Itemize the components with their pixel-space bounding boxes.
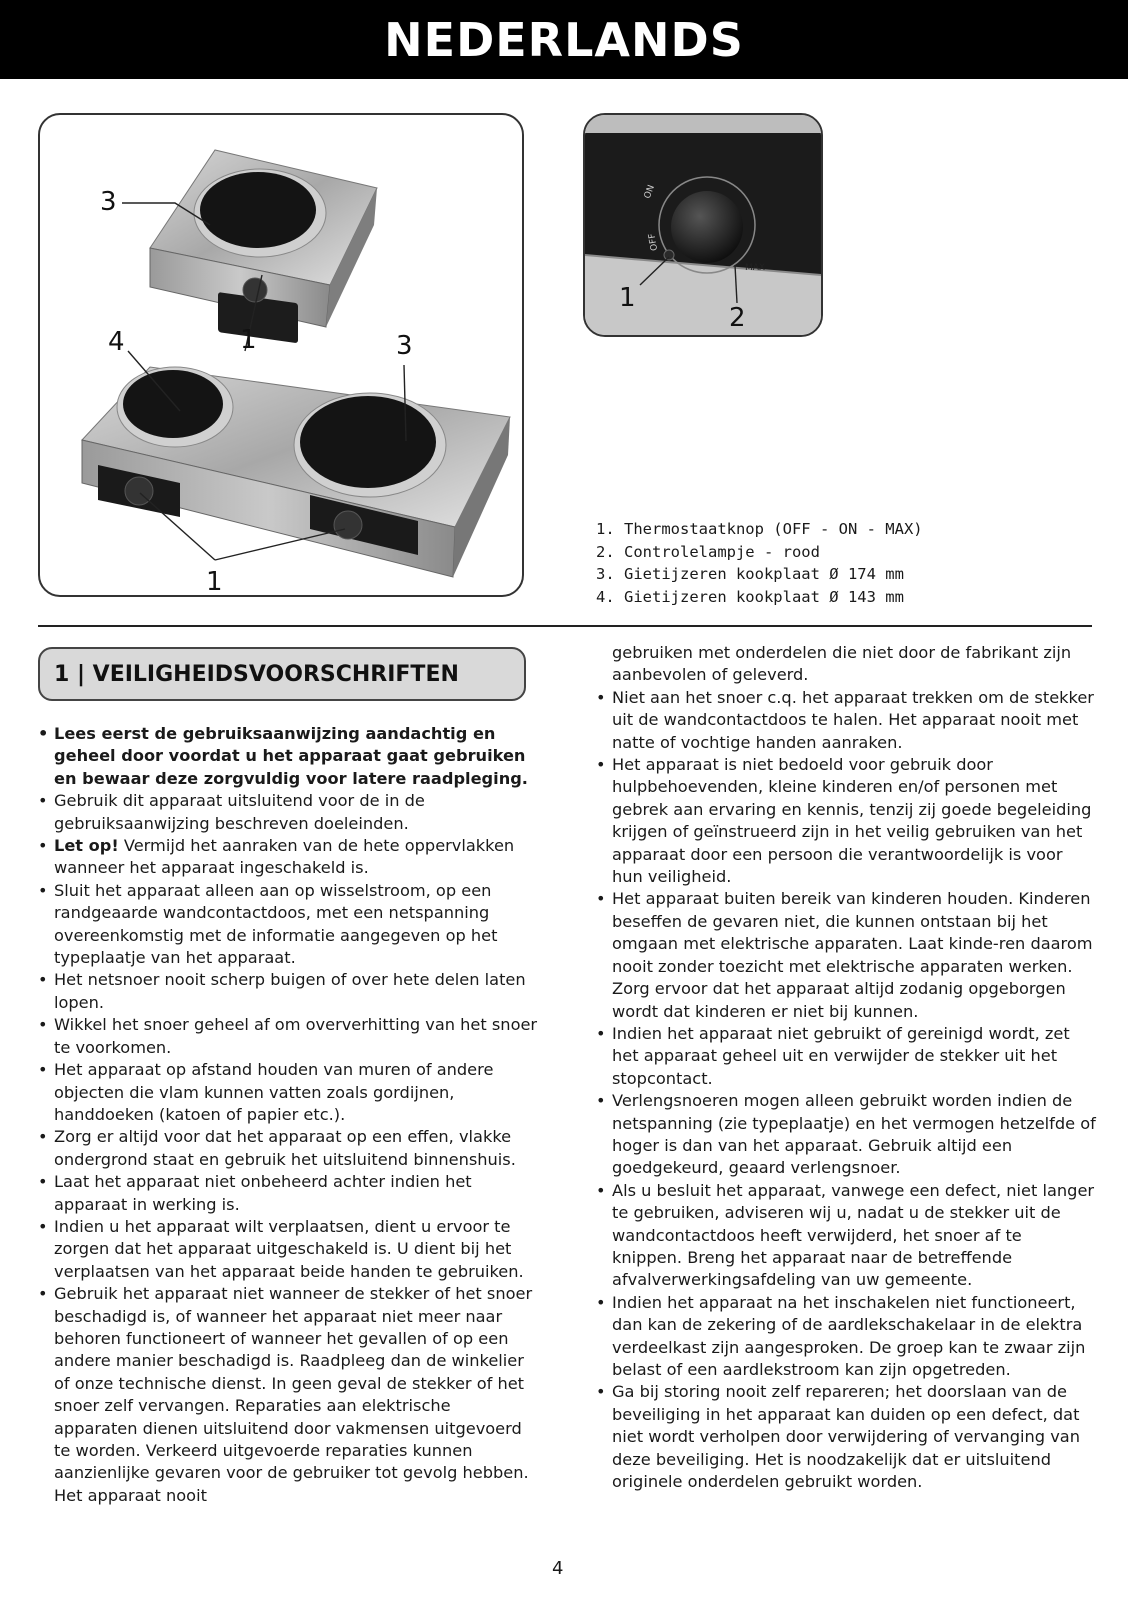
section-heading <box>38 647 526 701</box>
control-lamp <box>664 250 674 260</box>
callout-1-bottom: 1 <box>206 567 223 597</box>
callout-3-bottom: 3 <box>396 331 413 361</box>
callout-1-top: 1 <box>240 325 257 355</box>
callout-1: 1 <box>619 283 636 313</box>
thermostat-knob-right <box>334 511 362 539</box>
list-item: • Gebruik dit apparaat uitsluitend voor de in de gebruiksaanwijzing beschreven doeleinden. <box>38 790 538 835</box>
list-item: • Ga bij storing nooit zelf repareren; het doorslaan van de beveiliging in het apparaat kan duiden op een defect, dat niet wordt verholpen door verwijdering of vervanging van deze beveiliging. Het is noodzakelijk dat er uitsluitend originele onderdelen gebruikt worden. <box>596 1381 1096 1493</box>
thermostat-knob <box>671 191 743 263</box>
product-figure <box>38 113 524 597</box>
list-item: • Sluit het apparaat alleen aan op wisselstroom, op een randgeaarde wandcontactdoos, met een netspanning overeenkomstig met de informatie aangegeven op het typeplaatje van het apparaat. <box>38 880 538 970</box>
left-column <box>38 723 538 1507</box>
list-item: • Verlengsnoeren mogen alleen gebruikt worden indien de netspanning (zie typeplaatje) en het vermogen hetzelfde of hoger is dan van het apparaat. Gebruik altijd een goedgekeurd, geaard verlengsnoer. <box>596 1090 1096 1180</box>
double-hotplate <box>82 367 510 577</box>
list-item: • Zorg er altijd voor dat het apparaat op een effen, vlakke ondergrond staat en gebruik het uitsluitend binnenshuis. <box>38 1126 538 1171</box>
list-item: • Indien het apparaat niet gebruikt of gereinigd wordt, zet het apparaat geheel uit en verwijder de stekker uit het stopcontact. <box>596 1023 1096 1090</box>
warning-label: Let op! <box>54 836 119 856</box>
divider <box>38 625 1092 627</box>
list-item: • Het apparaat is niet bedoeld voor gebruik door hulpbehoevenden, kleine kinderen en/of personen met gebrek aan ervaring en kennis, tenzij zij goede begeleiding krijgen of geïnstrueerd zijn in het veilig gebruiken van het apparaat door een persoon die verantwoordelijk is voor hun veiligheid. <box>596 754 1096 888</box>
detail-figure <box>583 113 823 337</box>
list-item: • Wikkel het snoer geheel af om oververhitting van het snoer te voorkomen. <box>38 1014 538 1059</box>
list-item: • Het apparaat op afstand houden van muren of andere objecten die vlam kunnen vatten zoals gordijnen, handdoeken (katoen of papier etc.). <box>38 1059 538 1126</box>
list-item: • Laat het apparaat niet onbeheerd achter indien het apparaat in werking is. <box>38 1171 538 1216</box>
dial-label-on: ON <box>642 183 657 201</box>
thermostat-knob <box>243 278 267 302</box>
list-item: • Het apparaat buiten bereik van kinderen houden. Kinderen beseffen de gevaren niet, die kunnen ontstaan bij het omgaan met elektrische apparaten. Laat kinde-ren daarom nooit zonder toezicht met elektrische apparaten werken. Zorg ervoor dat het apparaat altijd zodanig opgeborgen wordt dat kinderen er niet bij kunnen. <box>596 888 1096 1022</box>
callout-4: 4 <box>108 327 125 357</box>
cooking-plate-large <box>300 396 436 488</box>
list-item: • Gebruik het apparaat niet wanneer de stekker of het snoer beschadigd is, of wanneer het apparaat niet meer naar behoren functioneert of wanneer het gevallen of op een andere manier beschadigd is. Raadpleeg dan de winkelier of onze technische dienst. In geen geval de stekker of het snoer zelf vervangen. Reparaties aan elektrische apparaten dienen uitsluitend door vakmensen uitgevoerd te worden. Verkeerd uitgevoerde reparaties kunnen aanzienlijke gevaren voor de gebruiker tot gevolg hebben. Het apparaat nooit <box>38 1283 538 1507</box>
dial-label-off: OFF <box>647 232 661 252</box>
section-heading-text: 1 | VEILIGHEIDSVOORSCHRIFTEN <box>54 661 459 687</box>
page-number: 4 <box>552 1558 564 1579</box>
cooking-plate-small <box>123 370 223 438</box>
right-column <box>596 642 1096 1493</box>
list-item: • Het netsnoer nooit scherp buigen of over hete delen laten lopen. <box>38 969 538 1014</box>
list-item: • Lees eerst de gebruiksaanwijzing aandachtig en geheel door voordat u het apparaat gaat gebruiken en bewaar deze zorgvuldig voor latere raadpleging. <box>38 723 538 790</box>
warning-text: Vermijd het aanraken van de hete oppervlakken wanneer het apparaat ingeschakeld is. <box>54 836 515 878</box>
legend-item: 4. Gietijzeren kookplaat Ø 143 mm <box>596 587 904 606</box>
legend-item: 1. Thermostaatknop (OFF - ON - MAX) <box>596 520 923 538</box>
list-item: • Niet aan het snoer c.q. het apparaat trekken om de stekker uit de wandcontactdoos te halen. Het apparaat nooit met natte of vochtige handen aanraken. <box>596 687 1096 754</box>
page-title: NEDERLANDS <box>384 12 744 67</box>
callout-3-top: 3 <box>100 187 117 217</box>
list-item: • Indien u het apparaat wilt verplaatsen, dient u ervoor te zorgen dat het apparaat uitgeschakeld is. U dient bij het verplaatsen van het apparaat beide handen te gebruiken. <box>38 1216 538 1283</box>
list-item: • Indien het apparaat na het inschakelen niet functioneert, dan kan de zekering of de aardlekschakelaar in de elektra verdeelkast zijn aangesproken. De groep kan te zwaar zijn belast of een aardlekstroom kan zijn opgetreden. <box>596 1292 1096 1382</box>
list-item-continued: gebruiken met onderdelen die niet door de fabrikant zijn aanbevolen of geleverd. <box>612 643 1072 685</box>
dial-label-max: MAX <box>745 263 766 273</box>
list-item <box>38 835 538 880</box>
legend-item: 2. Controlelampje - rood <box>596 542 820 561</box>
header-bar <box>0 0 1128 79</box>
parts-legend <box>596 518 1016 608</box>
cooking-plate <box>200 172 316 248</box>
single-hotplate <box>150 150 377 343</box>
legend-item: 3. Gietijzeren kookplaat Ø 174 mm <box>596 565 904 583</box>
list-item: • Als u besluit het apparaat, vanwege een defect, niet langer te gebruiken, adviseren wij u, nadat u de stekker uit de wandcontactdoos heeft verwijderd, het snoer af te knippen. Breng het apparaat naar de betreffende afvalverwerkingsafdeling van uw gemeente. <box>596 1180 1096 1292</box>
callout-2: 2 <box>729 303 746 333</box>
